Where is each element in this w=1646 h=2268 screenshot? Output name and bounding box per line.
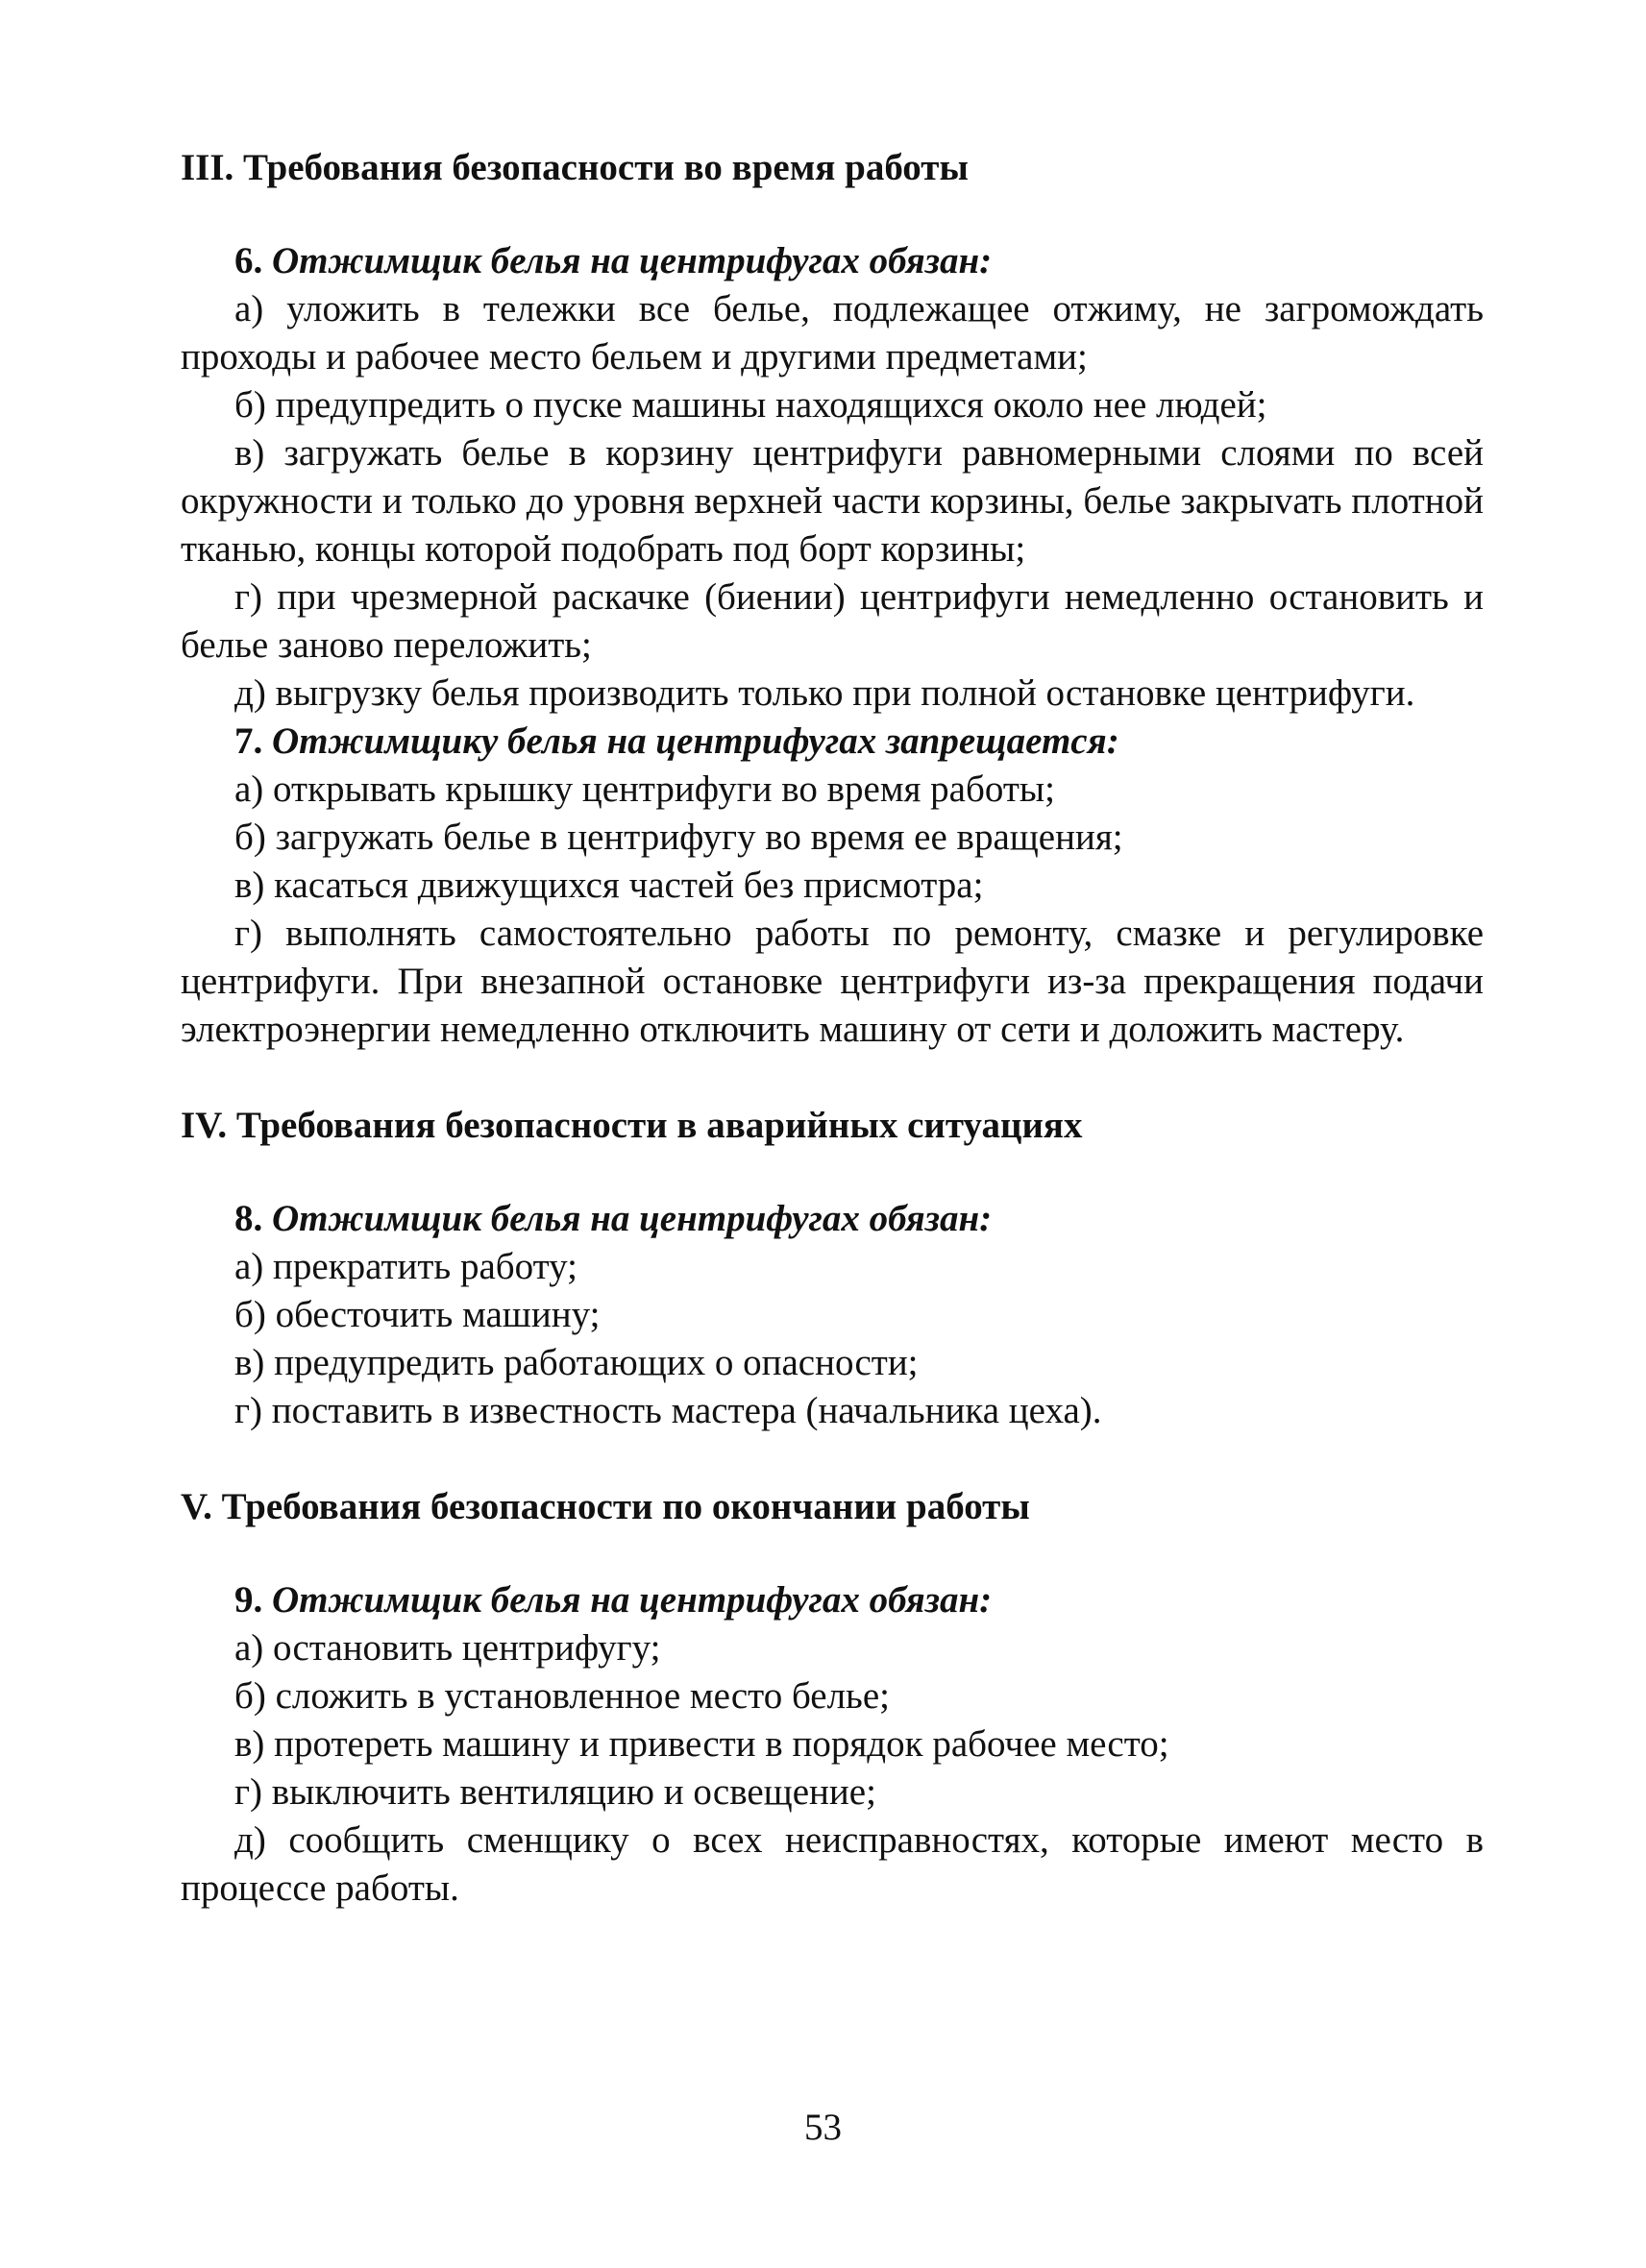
list-item: а) уложить в тележки все белье, подлежащее отжиму, не загромождать проходы и рабочее место бельем и другими предметами; xyxy=(181,288,1484,378)
list-item: д) выгрузку белья производить только при полной остановке центрифуги. xyxy=(234,672,1415,714)
section-5 xyxy=(181,1483,1484,1913)
item-heading xyxy=(181,1576,1484,1624)
list-item: а) прекратить работу; xyxy=(234,1246,577,1287)
item-number: 6. xyxy=(234,240,263,281)
item-lead: Отжимщику белья на центрифугах запрещается: xyxy=(272,720,1119,762)
item-heading xyxy=(181,1195,1484,1243)
list-item: г) поставить в известность мастера (начальника цеха). xyxy=(234,1390,1102,1431)
section-4 xyxy=(181,1102,1484,1435)
item-number: 7. xyxy=(234,720,263,762)
item-heading xyxy=(181,718,1484,766)
list-item: д) сообщить сменщику о всех неисправностях, которые имеют место в процессе работы. xyxy=(181,1819,1484,1909)
list-item: г) выключить вентиляцию и освещение; xyxy=(234,1771,876,1813)
section-3 xyxy=(181,144,1484,1054)
item-heading xyxy=(181,237,1484,285)
item-number: 8. xyxy=(234,1198,263,1239)
list-item: в) касаться движущихся частей без присмотра; xyxy=(234,865,984,906)
list-item: а) открывать крышку центрифуги во время работы; xyxy=(234,768,1055,810)
item-lead: Отжимщик белья на центрифугах обязан: xyxy=(272,1579,993,1621)
section-heading: III. Требования безопасности во время работы xyxy=(181,147,969,188)
list-item: в) загружать белье в корзину центрифуги равномерными слоями по всей окружности и только до уровня верхней части корзины, белье закрыvать плотной тканью, концы которой подобрать под борт корзины; xyxy=(181,432,1484,570)
item-lead: Отжимщик белья на центрифугах обязан: xyxy=(272,240,993,281)
list-item: в) протереть машину и привести в порядок рабочее место; xyxy=(234,1723,1169,1765)
list-item: г) при чрезмерной раскачке (биении) центрифуги немедленно остановить и белье заново переложить; xyxy=(181,576,1484,666)
item-lead: Отжимщик белья на центрифугах обязан: xyxy=(272,1198,993,1239)
item-number: 9. xyxy=(234,1579,263,1621)
list-item: б) загружать белье в центрифугу во время ее вращения; xyxy=(234,817,1123,858)
list-item: в) предупредить работающих о опасности; xyxy=(234,1342,919,1383)
list-item: б) предупредить о пуске машины находящихся около нее людей; xyxy=(234,384,1267,426)
list-item: г) выполнять самостоятельно работы по ремонту, смазке и регулировке центрифуги. При внезапной остановке центрифуги из-за прекращения подачи электроэнергии немедленно отключить машину от сети и доложить мастеру. xyxy=(181,913,1484,1050)
page-number: 53 xyxy=(804,2107,842,2148)
list-item: б) сложить в установленное место белье; xyxy=(234,1675,890,1717)
document-page xyxy=(181,144,1484,1913)
section-heading: V. Требования безопасности по окончании работы xyxy=(181,1486,1030,1527)
list-item: б) обесточить машину; xyxy=(234,1294,601,1335)
section-heading: IV. Требования безопасности в аварийных ситуациях xyxy=(181,1105,1083,1146)
list-item: а) остановить центрифугу; xyxy=(234,1627,661,1669)
